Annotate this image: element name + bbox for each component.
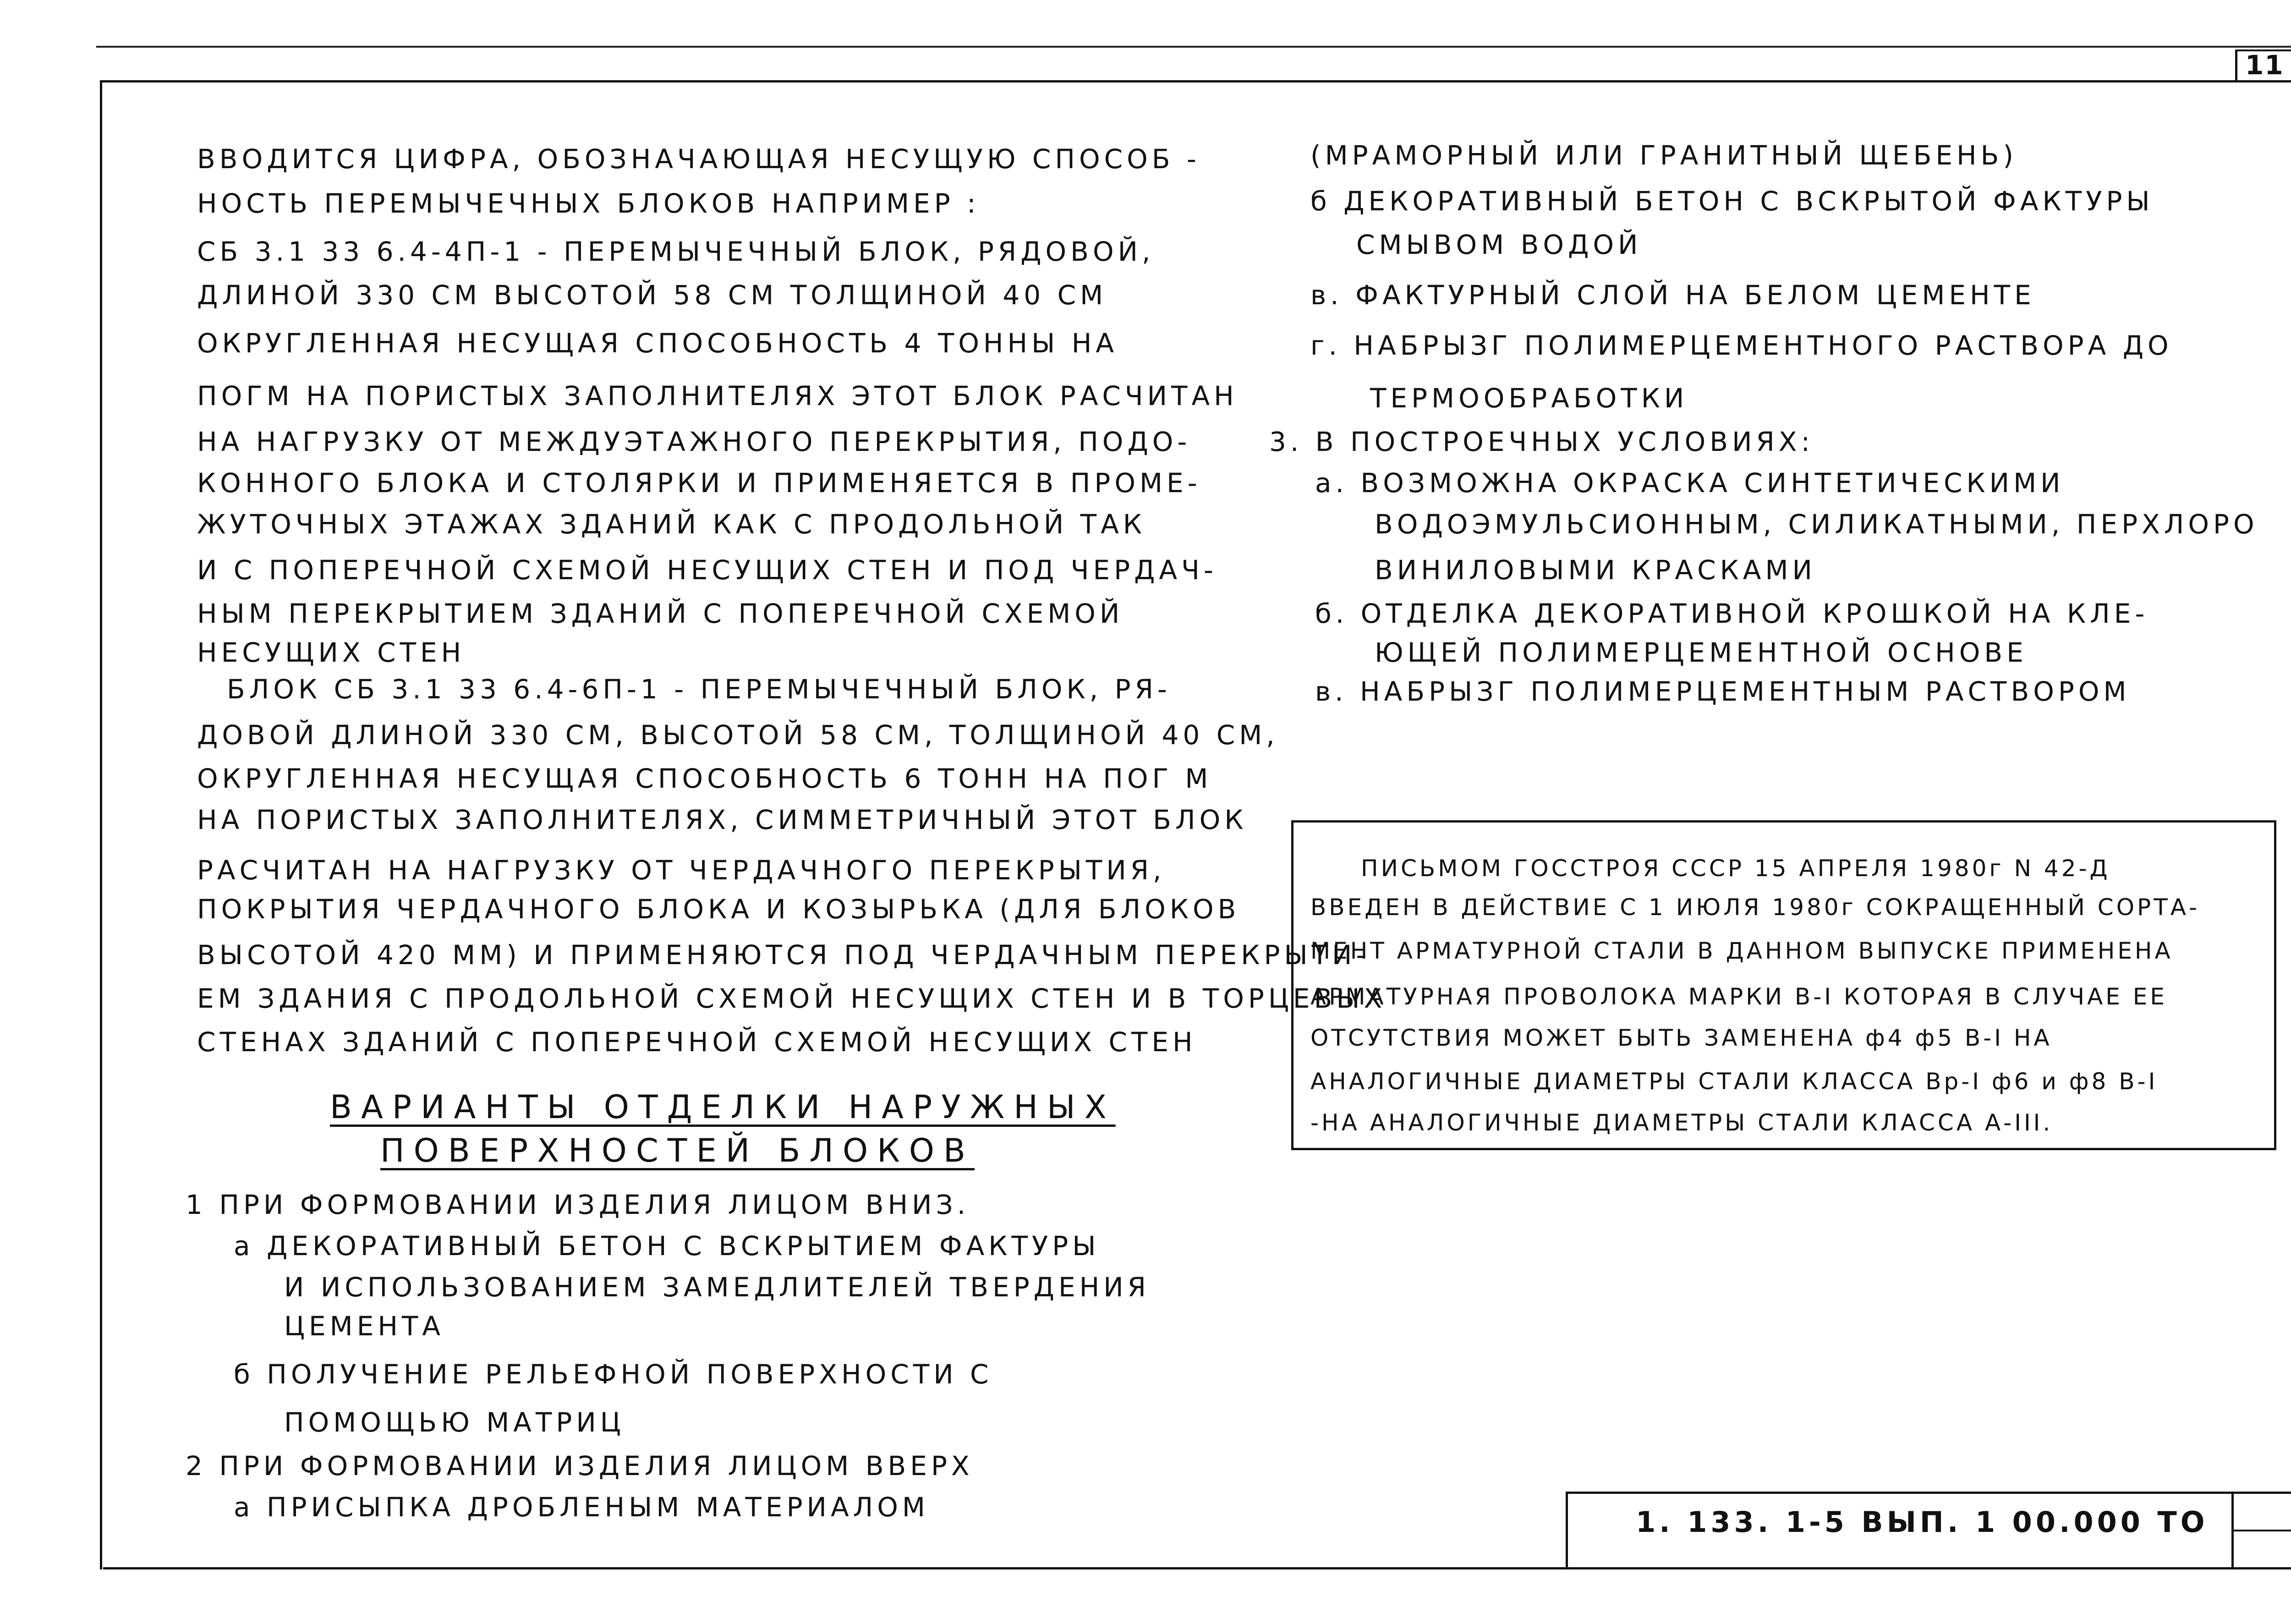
- list-item: 1 ПРИ ФОРМОВАНИИ ИЗДЕЛИЯ ЛИЦОМ ВНИЗ.: [186, 1189, 970, 1220]
- text-line: г. НАБРЫЗГ ПОЛИМЕРЦЕМЕНТНОГО РАСТВОРА ДО: [1310, 330, 2173, 361]
- text-line: ВИНИЛОВЫМИ КРАСКАМИ: [1375, 554, 1816, 586]
- text-line: ВЫСОТОЙ 420 ММ) И ПРИМЕНЯЮТСЯ ПОД ЧЕРДАЧНЫМ ПЕРЕКРЫТИ-: [197, 939, 1370, 971]
- text-line: б. ОТДЕЛКА ДЕКОРАТИВНОЙ КРОШКОЙ НА КЛЕ-: [1315, 598, 2149, 629]
- note-line: ВВЕДЕН В ДЕЙСТВИЕ С 1 ИЮЛЯ 1980г СОКРАЩЕННЫЙ СОРТА-: [1310, 894, 2200, 921]
- text-line: СБ 3.1 33 6.4-4П-1 - ПЕРЕМЫЧЕЧНЫЙ БЛОК, РЯДОВОЙ,: [197, 236, 1155, 267]
- text-line: б ДЕКОРАТИВНЫЙ БЕТОН С ВСКРЫТОЙ ФАКТУРЫ: [1310, 186, 2154, 217]
- text-line: ОКРУГЛЕННАЯ НЕСУЩАЯ СПОСОБНОСТЬ 4 ТОННЫ НА: [197, 328, 1118, 359]
- list-item: И ИСПОЛЬЗОВАНИЕМ ЗАМЕДЛИТЕЛЕЙ ТВЕРДЕНИЯ: [284, 1272, 1150, 1303]
- list-item: ЦЕМЕНТА: [284, 1311, 445, 1342]
- top-rule: [96, 46, 2291, 48]
- text-line: 3. В ПОСТРОЕЧНЫХ УСЛОВИЯХ:: [1269, 426, 1814, 457]
- list-item: а ПРИСЫПКА ДРОБЛЕНЫМ МАТЕРИАЛОМ: [234, 1492, 929, 1523]
- text-line: НЫМ ПЕРЕКРЫТИЕМ ЗДАНИЙ С ПОПЕРЕЧНОЙ СХЕМОЙ: [197, 598, 1124, 629]
- text-line: СМЫВОМ ВОДОЙ: [1356, 229, 1642, 260]
- note-line: -НА АНАЛОГИЧНЫЕ ДИАМЕТРЫ СТАЛИ КЛАССА А-III.: [1310, 1109, 2053, 1136]
- list-item: б ПОЛУЧЕНИЕ РЕЛЬЕФНОЙ ПОВЕРХНОСТИ С: [234, 1359, 993, 1390]
- text-line: И С ПОПЕРЕЧНОЙ СХЕМОЙ НЕСУЩИХ СТЕН И ПОД ЧЕРДАЧ-: [197, 554, 1217, 586]
- text-line: НА НАГРУЗКУ ОТ МЕЖДУЭТАЖНОГО ПЕРЕКРЫТИЯ, ПОДО-: [197, 426, 1191, 457]
- text-line: ВВОДИТСЯ ЦИФРА, ОБОЗНАЧАЮЩАЯ НЕСУЩУЮ СПОСОБ -: [197, 143, 1200, 175]
- text-line: НОСТЬ ПЕРЕМЫЧЕЧНЫХ БЛОКОВ НАПРИМЕР :: [197, 188, 980, 219]
- note-line: МЕНТ АРМАТУРНОЙ СТАЛИ В ДАННОМ ВЫПУСКЕ ПРИМЕНЕНА: [1310, 938, 2173, 964]
- section-heading-line1: ВАРИАНТЫ ОТДЕЛКИ НАРУЖНЫХ: [330, 1088, 1116, 1126]
- text-line: НЕСУЩИХ СТЕН: [197, 637, 466, 668]
- text-line: СТЕНАХ ЗДАНИЙ С ПОПЕРЕЧНОЙ СХЕМОЙ НЕСУЩИХ СТЕН: [197, 1026, 1197, 1058]
- note-line: ОТСУТСТВИЯ МОЖЕТ БЫТЬ ЗАМЕНЕНА ф4 ф5 В-I НА: [1310, 1025, 2052, 1051]
- list-item: 2 ПРИ ФОРМОВАНИИ ИЗДЕЛИЯ ЛИЦОМ ВВЕРХ: [186, 1450, 974, 1481]
- section-heading-line2: ПОВЕРХНОСТЕЙ БЛОКОВ: [380, 1132, 975, 1169]
- note-line: ПИСЬМОМ ГОССТРОЯ СССР 15 АПРЕЛЯ 1980г N 42-Д: [1361, 855, 2110, 882]
- text-line: НА ПОРИСТЫХ ЗАПОЛНИТЕЛЯХ, СИММЕТРИЧНЫЙ ЭТОТ БЛОК: [197, 804, 1248, 835]
- text-line: ЖУТОЧНЫХ ЭТАЖАХ ЗДАНИЙ КАК С ПРОДОЛЬНОЙ ТАК: [197, 509, 1146, 540]
- text-line: ДОВОЙ ДЛИНОЙ 330 СМ, ВЫСОТОЙ 58 СМ, ТОЛЩИНОЙ 40 СМ,: [197, 719, 1279, 751]
- text-line: ДЛИНОЙ 330 СМ ВЫСОТОЙ 58 СМ ТОЛЩИНОЙ 40 СМ: [197, 280, 1107, 311]
- text-line: ОКРУГЛЕННАЯ НЕСУЩАЯ СПОСОБНОСТЬ 6 ТОНН НА ПОГ М: [197, 763, 1212, 794]
- text-line: ЮЩЕЙ ПОЛИМЕРЦЕМЕНТНОЙ ОСНОВЕ: [1375, 637, 2028, 668]
- text-line: ТЕРМООБРАБОТКИ: [1370, 383, 1688, 414]
- title-block-tick: [2231, 1530, 2291, 1531]
- bottom-rule: [103, 1567, 2291, 1569]
- text-line: РАСЧИТАН НА НАГРУЗКУ ОТ ЧЕРДАЧНОГО ПЕРЕКРЫТИЯ,: [197, 855, 1166, 886]
- list-item: ПОМОЩЬЮ МАТРИЦ: [284, 1407, 625, 1438]
- note-line: АРМАТУРНАЯ ПРОВОЛОКА МАРКИ В-I КОТОРАЯ В СЛУЧАЕ ЕЕ: [1310, 983, 2167, 1010]
- text-line: в. ФАКТУРНЫЙ СЛОЙ НА БЕЛОМ ЦЕМЕНТЕ: [1310, 280, 2035, 311]
- note-line: АНАЛОГИЧНЫЕ ДИАМЕТРЫ СТАЛИ КЛАССА Вр-I ф6 и ф8 В-I: [1310, 1068, 2158, 1095]
- text-line: ПОКРЫТИЯ ЧЕРДАЧНОГО БЛОКА И КОЗЫРЬКА (ДЛЯ БЛОКОВ: [197, 894, 1240, 925]
- text-line: а. ВОЗМОЖНА ОКРАСКА СИНТЕТИЧЕСКИМИ: [1315, 467, 2065, 499]
- list-item: а ДЕКОРАТИВНЫЙ БЕТОН С ВСКРЫТИЕМ ФАКТУРЫ: [234, 1230, 1100, 1262]
- text-line: БЛОК СБ 3.1 33 6.4-6П-1 - ПЕРЕМЫЧЕЧНЫЙ БЛОК, РЯ-: [227, 674, 1171, 705]
- text-line: КОННОГО БЛОКА И СТОЛЯРКИ И ПРИМЕНЯЕТСЯ В ПРОМЕ-: [197, 467, 1201, 499]
- text-line: (МРАМОРНЫЙ ИЛИ ГРАНИТНЫЙ ЩЕБЕНЬ): [1310, 140, 2018, 171]
- text-line: ПОГМ НА ПОРИСТЫХ ЗАПОЛНИТЕЛЯХ ЭТОТ БЛОК РАСЧИТАН: [197, 380, 1238, 411]
- text-line: в. НАБРЫЗГ ПОЛИМЕРЦЕМЕНТНЫМ РАСТВОРОМ: [1315, 676, 2131, 707]
- page-number: 11: [2245, 49, 2284, 81]
- document-code: 1. 133. 1-5 ВЫП. 1 00.000 ТО: [1636, 1505, 2209, 1539]
- text-line: ЕМ ЗДАНИЯ С ПРОДОЛЬНОЙ СХЕМОЙ НЕСУЩИХ СТЕН И В ТОРЦЕВЫХ: [197, 983, 1387, 1014]
- text-line: ВОДОЭМУЛЬСИОННЫМ, СИЛИКАТНЫМИ, ПЕРХЛОРО: [1375, 509, 2258, 540]
